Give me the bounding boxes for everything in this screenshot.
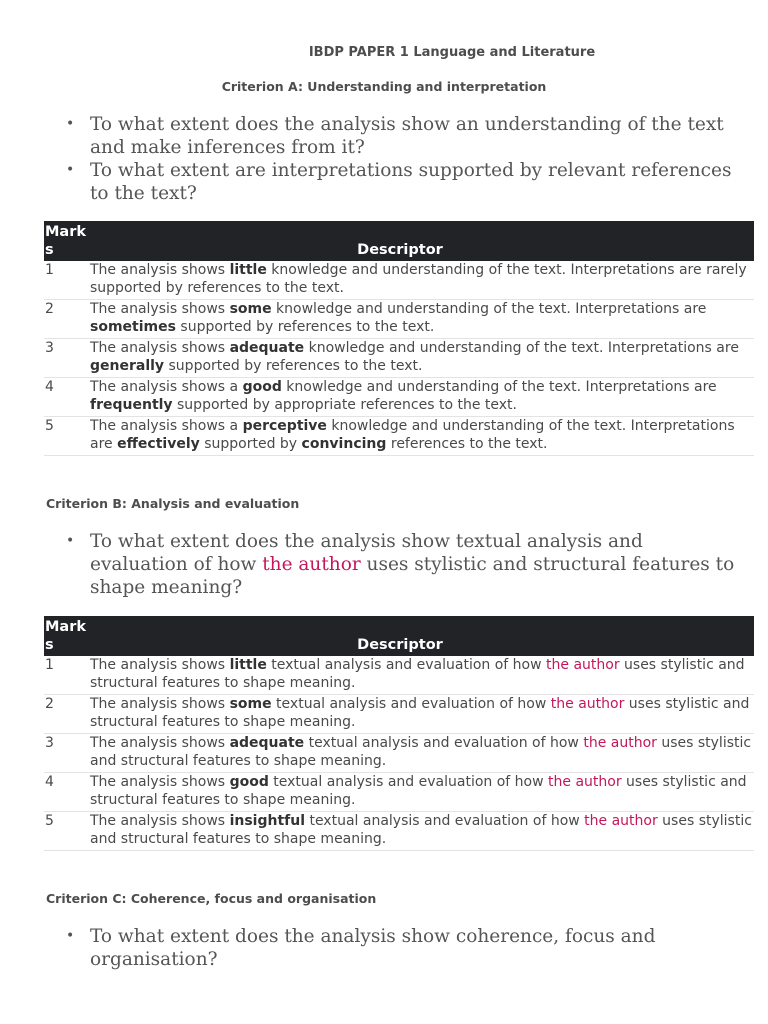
descriptor-cell: The analysis shows good textual analysis and evaluation of how the author uses stylistic and structural features to shape meaning. [89,773,754,812]
criterion-b-heading: Criterion B: Analysis and evaluation [46,496,300,511]
list-item: • To what extent are interpretations supported by relevant references to the text? [66,160,732,204]
mark-cell: 3 [44,734,89,773]
document-title: IBDP PAPER 1 Language and Literature [308,45,596,60]
table-row [44,417,754,456]
descriptor-cell: The analysis shows a perceptive knowledge and understanding of the text. Interpretations are effectively supported by convincing references to the text. [89,417,754,456]
mark-cell: 2 [44,300,89,339]
table-row [44,300,754,339]
mark-cell: 4 [44,773,89,812]
list-item: • To what extent does the analysis show an understanding of the text and make inferences from it? [66,114,724,158]
table-row [44,812,754,851]
criterion-b-questions [46,530,736,599]
bullet-icon: • [66,928,75,944]
table-row [44,261,754,300]
bullet-icon: • [66,162,75,178]
list-item: • To what extent does the analysis show textual analysis and evaluation of how the author uses stylistic and structural features to shape meaning? [66,531,735,598]
descriptor-cell: The analysis shows some textual analysis and evaluation of how the author uses stylistic and structural features to shape meaning. [89,695,754,734]
descriptor-header: Descriptor [357,242,443,258]
descriptor-cell: The analysis shows insightful textual analysis and evaluation of how the author uses stylistic and structural features to shape meaning. [89,812,754,851]
criterion-a-table [44,221,754,456]
mark-cell: 5 [44,417,89,456]
bullet-icon: • [66,533,75,549]
list-item: • To what extent does the analysis show coherence, focus and organisation? [66,926,656,970]
criterion-c-questions [46,925,736,971]
table-row [44,378,754,417]
mark-cell: 5 [44,812,89,851]
table-row [44,734,754,773]
descriptor-cell: The analysis shows some knowledge and understanding of the text. Interpretations are sometimes supported by references to the text. [89,300,754,339]
marks-header: Marks [45,619,87,653]
descriptor-cell: The analysis shows little textual analysis and evaluation of how the author uses stylistic and structural features to shape meaning. [89,656,754,695]
descriptor-cell: The analysis shows little knowledge and understanding of the text. Interpretations are rarely supported by references to the text. [89,261,754,300]
mark-cell: 1 [44,261,89,300]
descriptor-cell: The analysis shows a good knowledge and understanding of the text. Interpretations are frequently supported by appropriate references to the text. [89,378,754,417]
criterion-c-heading: Criterion C: Coherence, focus and organisation [46,891,377,906]
mark-cell: 2 [44,695,89,734]
bullet-icon: • [66,116,75,132]
table-row [44,695,754,734]
table-header-row [44,616,754,656]
criterion-b-table [44,616,754,851]
table-row [44,339,754,378]
table-row [44,656,754,695]
mark-cell: 3 [44,339,89,378]
criterion-a-heading: Criterion A: Understanding and interpretation [221,79,547,94]
marks-header: Marks [45,224,87,258]
mark-cell: 1 [44,656,89,695]
descriptor-cell: The analysis shows adequate knowledge and understanding of the text. Interpretations are generally supported by references to the text. [89,339,754,378]
table-header-row [44,221,754,261]
mark-cell: 4 [44,378,89,417]
criterion-a-questions [46,113,736,205]
table-row [44,773,754,812]
descriptor-header: Descriptor [357,637,443,653]
descriptor-cell: The analysis shows adequate textual analysis and evaluation of how the author uses stylistic and structural features to shape meaning. [89,734,754,773]
